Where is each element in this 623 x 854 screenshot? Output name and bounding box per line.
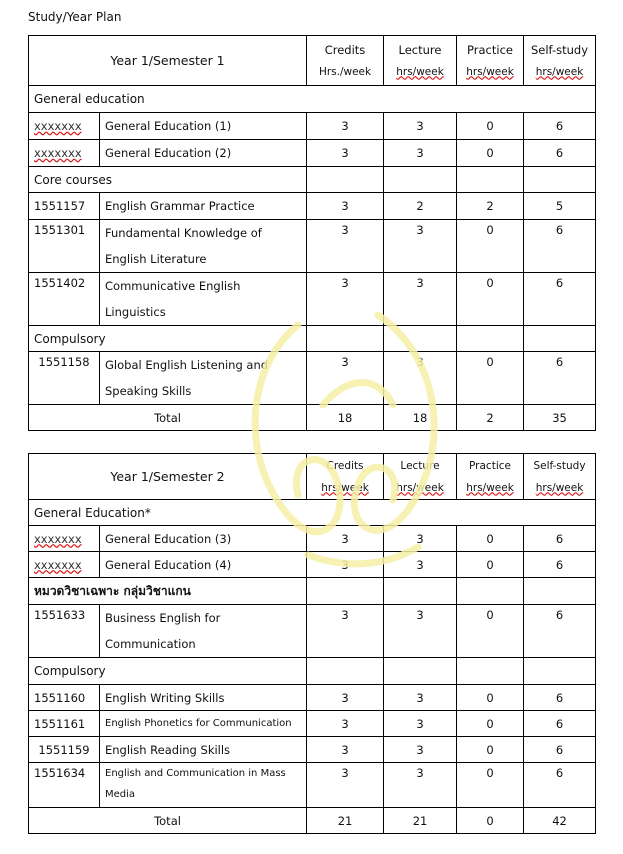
selfstudy-cell: 6 bbox=[524, 737, 596, 763]
course-name: English Grammar Practice bbox=[100, 193, 307, 220]
practice-cell: 0 bbox=[457, 352, 524, 405]
total-selfstudy: 42 bbox=[524, 808, 596, 834]
practice-cell: 0 bbox=[457, 737, 524, 763]
selfstudy-cell: 6 bbox=[524, 526, 596, 552]
course-code: 1551633 bbox=[29, 605, 100, 658]
credits-cell: 3 bbox=[307, 605, 384, 658]
practice-cell: 0 bbox=[457, 526, 524, 552]
course-name: English Reading Skills bbox=[100, 737, 307, 763]
total-credits: 21 bbox=[307, 808, 384, 834]
page-title: Study/Year Plan bbox=[28, 10, 122, 24]
table-row bbox=[29, 193, 596, 220]
lecture-cell: 3 bbox=[384, 552, 457, 578]
course-code: 1551158 bbox=[29, 352, 100, 405]
table-row bbox=[29, 220, 596, 273]
table-row bbox=[29, 685, 596, 711]
total-practice: 2 bbox=[457, 405, 524, 431]
credits-cell: 3 bbox=[307, 711, 384, 737]
course-name: General Education (2) bbox=[100, 140, 307, 167]
credits-cell: 3 bbox=[307, 193, 384, 220]
selfstudy-cell: 6 bbox=[524, 352, 596, 405]
course-code: 1551159 bbox=[29, 737, 100, 763]
unit-text: hrs/week bbox=[466, 481, 514, 494]
selfstudy-cell: 5 bbox=[524, 193, 596, 220]
practice-cell: 2 bbox=[457, 193, 524, 220]
lecture-cell: 3 bbox=[384, 113, 457, 140]
credits-cell: 3 bbox=[307, 526, 384, 552]
group-label: General education bbox=[29, 86, 596, 113]
table-row bbox=[29, 526, 596, 552]
course-code: 1551634 bbox=[29, 763, 100, 808]
credits-cell: 3 bbox=[307, 220, 384, 273]
unit-text: hrs/week bbox=[535, 65, 584, 78]
group-label: Compulsory bbox=[29, 658, 307, 685]
practice-cell: 0 bbox=[457, 685, 524, 711]
credits-cell: 3 bbox=[307, 113, 384, 140]
practice-cell: 0 bbox=[457, 220, 524, 273]
course-code: xxxxxxx bbox=[34, 119, 82, 133]
semester1-table bbox=[28, 35, 596, 431]
total-row bbox=[29, 405, 596, 431]
practice-cell: 0 bbox=[457, 140, 524, 167]
total-label: Total bbox=[29, 808, 307, 834]
credits-cell: 3 bbox=[307, 685, 384, 711]
unit-text: hrs/week bbox=[321, 481, 369, 494]
practice-cell: 0 bbox=[457, 763, 524, 808]
group-label: Compulsory bbox=[29, 326, 307, 352]
lecture-cell: 3 bbox=[384, 685, 457, 711]
total-row bbox=[29, 808, 596, 834]
lecture-cell: 3 bbox=[384, 140, 457, 167]
table-row bbox=[29, 711, 596, 737]
unit-text: hrs/week bbox=[466, 65, 514, 78]
practice-cell: 0 bbox=[457, 605, 524, 658]
table-row bbox=[29, 352, 596, 405]
course-code: xxxxxxx bbox=[34, 531, 82, 546]
credits-header: Credits hrs/week bbox=[307, 454, 384, 500]
course-code: 1551157 bbox=[29, 193, 100, 220]
lecture-cell: 3 bbox=[384, 605, 457, 658]
table-row bbox=[29, 763, 596, 808]
total-lecture: 21 bbox=[384, 808, 457, 834]
credits-cell: 3 bbox=[307, 737, 384, 763]
credits-cell: 3 bbox=[307, 552, 384, 578]
unit-text: hrs/week bbox=[396, 481, 444, 494]
lecture-cell: 3 bbox=[384, 737, 457, 763]
selfstudy-cell: 6 bbox=[524, 220, 596, 273]
course-code: xxxxxxx bbox=[34, 146, 82, 160]
group-row bbox=[29, 500, 596, 526]
credits-cell: 3 bbox=[307, 273, 384, 326]
group-row bbox=[29, 658, 596, 685]
table-row bbox=[29, 273, 596, 326]
lecture-cell: 3 bbox=[384, 763, 457, 808]
table-header-row bbox=[29, 454, 596, 500]
practice-header: Practice hrs/week bbox=[457, 36, 524, 86]
selfstudy-cell: 6 bbox=[524, 763, 596, 808]
credits-cell: 3 bbox=[307, 352, 384, 405]
selfstudy-header: Self-study hrs/week bbox=[524, 454, 596, 500]
selfstudy-cell: 6 bbox=[524, 552, 596, 578]
course-name: General Education (3) bbox=[100, 526, 307, 552]
group-row bbox=[29, 578, 596, 605]
practice-cell: 0 bbox=[457, 552, 524, 578]
semester2-table bbox=[28, 453, 596, 834]
selfstudy-cell: 6 bbox=[524, 113, 596, 140]
practice-cell: 0 bbox=[457, 273, 524, 326]
course-name: English and Communication in Mass Media bbox=[100, 763, 307, 808]
course-name: General Education (4) bbox=[100, 552, 307, 578]
practice-header: Practice hrs/week bbox=[457, 454, 524, 500]
credits-header: Credits Hrs./week bbox=[307, 36, 384, 86]
total-label: Total bbox=[29, 405, 307, 431]
table-row bbox=[29, 140, 596, 167]
course-name: Global English Listening and Speaking Skills bbox=[100, 352, 307, 405]
table-row bbox=[29, 605, 596, 658]
lecture-cell: 3 bbox=[384, 526, 457, 552]
lecture-cell: 3 bbox=[384, 273, 457, 326]
group-row bbox=[29, 86, 596, 113]
selfstudy-cell: 6 bbox=[524, 605, 596, 658]
selfstudy-cell: 6 bbox=[524, 685, 596, 711]
total-practice: 0 bbox=[457, 808, 524, 834]
table-header-row bbox=[29, 36, 596, 86]
semester-title: Year 1/Semester 1 bbox=[29, 36, 307, 86]
lecture-header: Lecture hrs/week bbox=[384, 36, 457, 86]
course-code: xxxxxxx bbox=[34, 557, 82, 572]
credits-cell: 3 bbox=[307, 140, 384, 167]
group-row bbox=[29, 326, 596, 352]
table-row bbox=[29, 552, 596, 578]
lecture-cell: 3 bbox=[384, 711, 457, 737]
semester-title: Year 1/Semester 2 bbox=[29, 454, 307, 500]
group-label: General Education* bbox=[29, 500, 596, 526]
practice-cell: 0 bbox=[457, 113, 524, 140]
unit-text: hrs/week bbox=[535, 481, 584, 494]
selfstudy-header: Self-study hrs/week bbox=[524, 36, 596, 86]
course-name: English Writing Skills bbox=[100, 685, 307, 711]
selfstudy-cell: 6 bbox=[524, 140, 596, 167]
total-credits: 18 bbox=[307, 405, 384, 431]
course-name: Fundamental Knowledge of English Literature bbox=[100, 220, 307, 273]
group-row bbox=[29, 167, 596, 193]
lecture-header: Lecture hrs/week bbox=[384, 454, 457, 500]
table-row bbox=[29, 113, 596, 140]
course-name: Communicative English Linguistics bbox=[100, 273, 307, 326]
group-label: หมวดวิชาเฉพาะ กลุ่มวิชาแกน bbox=[29, 578, 307, 605]
group-label: Core courses bbox=[29, 167, 307, 193]
practice-cell: 0 bbox=[457, 711, 524, 737]
table-row bbox=[29, 737, 596, 763]
unit-text: hrs/week bbox=[396, 65, 444, 78]
total-selfstudy: 35 bbox=[524, 405, 596, 431]
selfstudy-cell: 6 bbox=[524, 711, 596, 737]
course-code: 1551161 bbox=[29, 711, 100, 737]
total-lecture: 18 bbox=[384, 405, 457, 431]
selfstudy-cell: 6 bbox=[524, 273, 596, 326]
course-name: Business English for Communication bbox=[100, 605, 307, 658]
credits-cell: 3 bbox=[307, 763, 384, 808]
course-code: 1551160 bbox=[29, 685, 100, 711]
lecture-cell: 3 bbox=[384, 220, 457, 273]
course-code: 1551402 bbox=[29, 273, 100, 326]
course-name: General Education (1) bbox=[100, 113, 307, 140]
course-code: 1551301 bbox=[29, 220, 100, 273]
course-name: English Phonetics for Communication bbox=[100, 711, 307, 737]
lecture-cell: 2 bbox=[384, 193, 457, 220]
lecture-cell: 3 bbox=[384, 352, 457, 405]
